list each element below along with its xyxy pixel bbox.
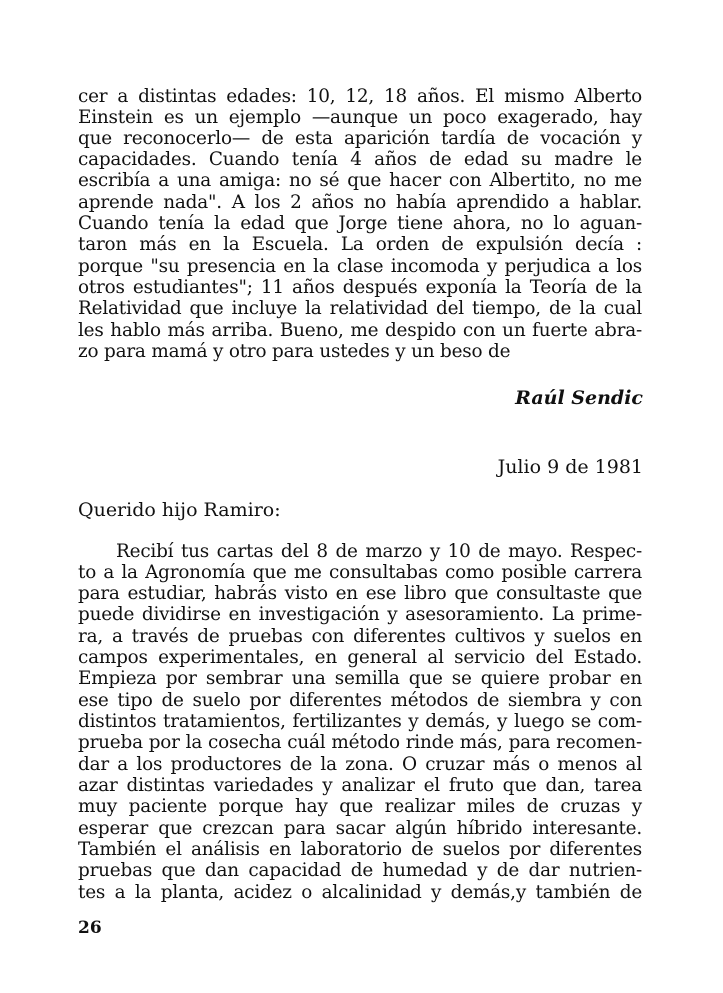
text-line: taron más en la Escuela. La orden de expulsión decía : [78,234,642,255]
text-line: Empieza por sembrar una semilla que se quiere probar en [78,668,642,689]
text-line: capacidades. Cuando tenía 4 años de edad su madre le [78,149,642,170]
text-line: que reconocerlo— de esta aparición tardía de vocación y [78,128,642,149]
text-line: porque "su presencia en la clase incomoda y perjudica a los [78,256,642,277]
text-line: aprende nada". A los 2 años no había aprendido a hablar. [78,192,642,213]
text-line: tes a la planta, acidez o alcalinidad y demás,y también de [78,882,642,903]
text-line: Recibí tus cartas del 8 de marzo y 10 de mayo. Respec- [116,541,642,562]
text-line: distintos tratamientos, fertilizantes y demás, y luego se com- [78,711,642,732]
signature: Raúl Sendic [515,387,643,409]
letter-date: Julio 9 de 1981 [497,456,643,478]
text-line: dar a los productores de la zona. O cruzar más o menos al [78,754,642,775]
text-line: También el análisis en laboratorio de suelos por diferentes [78,839,642,860]
text-line: ese tipo de suelo por diferentes métodos de siembra y con [78,690,642,711]
page-number: 26 [78,918,102,938]
text-line: ra, a través de pruebas con diferentes cultivos y suelos en [78,626,642,647]
salutation: Querido hijo Ramiro: [78,499,281,521]
text-line: escribía a una amiga: no sé que hacer con Albertito, no me [78,170,642,191]
text-line: pruebas que dan capacidad de humedad y de dar nutrien- [78,860,642,881]
text-line: campos experimentales, en general al servicio del Estado. [78,647,642,668]
text-line: azar distintas variedades y analizar el fruto que dan, tarea [78,775,642,796]
text-line: muy paciente porque hay que realizar miles de cruzas y [78,796,642,817]
text-line: to a la Agronomía que me consultabas como posible carrera [78,562,642,583]
text-line: otros estudiantes"; 11 años después exponía la Teoría de la [78,277,642,298]
text-line: les hablo más arriba. Bueno, me despido con un fuerte abra- [78,320,642,341]
text-line: puede dividirse en investigación y asesoramiento. La prime- [78,604,642,625]
text-line: esperar que crezcan para sacar algún híbrido interesante. [78,818,642,839]
text-line: zo para mamá y otro para ustedes y un beso de [78,341,511,362]
text-line: Einstein es un ejemplo —aunque un poco exagerado, hay [78,107,642,128]
text-line: Relatividad que incluye la relatividad del tiempo, de la cual [78,298,642,319]
text-line: cer a distintas edades: 10, 12, 18 años. El mismo Alberto [78,86,642,107]
text-line: Cuando tenía la edad que Jorge tiene ahora, no lo aguan- [78,213,642,234]
text-line: para estudiar, habrás visto en ese libro que consultaste que [78,583,642,604]
text-line: prueba por la cosecha cuál método rinde más, para recomen- [78,732,642,753]
